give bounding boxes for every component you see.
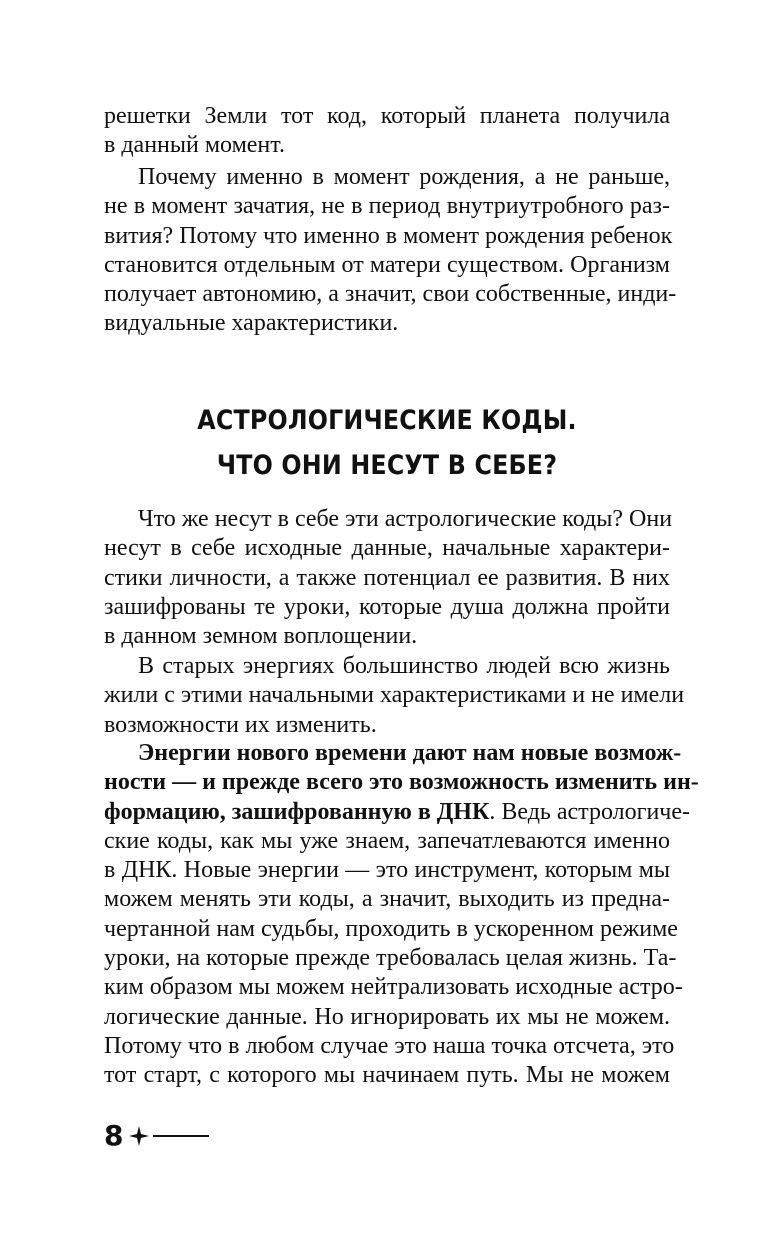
emphasis-text: формацию, зашифрованную в ДНК [104,798,490,825]
text-fragment: . Ведь астрологиче- [489,798,691,825]
text-line: тот старт, с которого мы начинаем путь. Мы не можем [104,1062,670,1089]
text-line: можем менять эти коды, а значит, выходить из предна- [104,886,670,913]
text-line: в ДНК. Новые энергии — это инструмент, которым мы [104,857,670,884]
emphasis-text: Энергии нового времени дают нам новые возмож- [138,740,682,766]
section-heading-line: АСТРОЛОГИЧЕСКИЕ КОДЫ. [197,405,577,436]
footer-rule [153,1135,209,1137]
text-line: уроки, на которые прежде требовалась целая жизнь. Та- [104,945,677,972]
top-text [104,102,670,161]
text-line: Почему именно в момент рождения, а не раньше, [138,164,670,190]
text-line [104,739,682,768]
text-line: решетки Земли тот код, который планета получила [104,103,670,129]
emphasis-text: ности — и прежде всего это возможность изменить ин- [104,769,699,796]
text-line: несут в себе исходные данные, начальные характери- [104,535,670,562]
text-line: жили с этими начальными характеристиками и не имели [104,682,685,709]
text-line: зашифрованы те уроки, которые душа должна пройти [104,593,670,620]
text-line: возможности их изменить. [104,711,377,738]
text-line: получает автономию, а значит, свои собственные, инди- [104,281,677,308]
text-line [104,768,699,797]
text-line: вития? Потому что именно в момент рождения ребенок [104,222,673,249]
text-line: В старых энергиях большинство людей всю жизнь [138,653,670,679]
text-line: чертанной нам судьбы, проходить в ускоренном режиме [104,915,678,942]
text-line: ские коды, как мы уже знаем, запечатлеваются именно [104,827,670,854]
section-heading-line: ЧТО ОНИ НЕСУТ В СЕБЕ? [216,450,558,481]
paragraph-why-birth [104,163,677,339]
paragraph-old-energies [104,652,685,740]
text-line: не в момент зачатия, не в период внутриутробного раз- [104,193,670,220]
text-line [104,798,691,827]
page-footer [104,1118,209,1154]
text-line: Что же несут в себе эти астрологические коды? Они [138,506,673,532]
paragraph-what-codes-carry [104,505,673,651]
four-point-star-icon [129,1126,149,1146]
section-heading [138,398,636,488]
text-line: становится отдельным от матери существом. Организм [104,251,670,278]
text-line: стики личности, а также потенциал ее развития. В них [104,564,670,591]
paragraph-new-energies [104,739,699,1091]
text-line: в данный момент. [104,132,285,159]
text-line: логические данные. Но игнорировать их мы не можем. [104,1003,670,1030]
text-line: Потому что в любом случае это наша точка отсчета, это [104,1032,675,1059]
text-line: ким образом мы можем нейтрализовать исходные астро- [104,974,683,1001]
text-line: видуальные характеристики. [104,310,399,337]
page-number: 8 [104,1119,124,1152]
text-line: в данном земном воплощении. [104,623,418,650]
